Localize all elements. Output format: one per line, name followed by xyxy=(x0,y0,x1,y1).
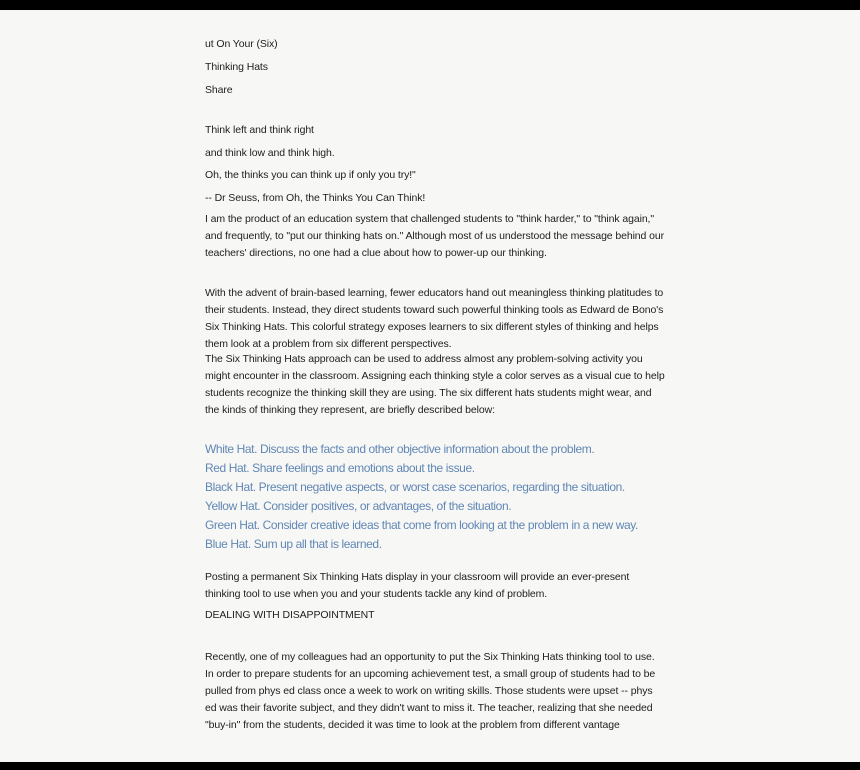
article-title-line-1: ut On Your (Six) xyxy=(205,38,278,50)
paragraph-text: I am the product of an education system that challenged students to "think harder," to "think again," and frequently, to "put our thinking hats on." Although most of us understood the message behind our teachers' directions, no one had a clue about how to power-up our thinking. xyxy=(205,213,664,259)
paragraph-posting xyxy=(205,569,665,603)
article-header xyxy=(205,36,665,105)
paragraph-approach xyxy=(205,351,665,419)
quote-line: and think low and think high. xyxy=(205,146,335,159)
section-heading-disappointment xyxy=(205,607,665,624)
share-link[interactable]: Share xyxy=(205,84,233,96)
seuss-quote xyxy=(205,122,665,212)
hat-item-red: Red Hat. Share feelings and emotions about the issue. xyxy=(205,461,475,475)
hat-item-black: Black Hat. Present negative aspects, or worst case scenarios, regarding the situation. xyxy=(205,480,625,494)
quote-attribution: -- Dr Seuss, from Oh, the Thinks You Can Think! xyxy=(205,191,426,204)
paragraph-text: The Six Thinking Hats approach can be used to address almost any problem-solving activity you might encounter in the classroom. Assigning each thinking style a color serves as a visual cue to help students recognize the thinking skill they are using. The six different hats students might wear, and the kinds of thinking they represent, are briefly described below: xyxy=(205,353,665,416)
section-heading-text: DEALING WITH DISAPPOINTMENT xyxy=(205,609,375,621)
top-letterbox-bar xyxy=(0,0,860,10)
paragraph-text: Recently, one of my colleagues had an opportunity to put the Six Thinking Hats thinking tool to use. In order to prepare students for an upcoming achievement test, a small group of students had to be pulled from phys ed class once a week to work on writing skills. Those students were upset -- phys ed was their favorite subject, and they didn't want to miss it. The teacher, realizing that she needed "buy-in" from the students, decided it was time to look at the problem from different vantage xyxy=(205,651,656,731)
paragraph-advent xyxy=(205,285,665,353)
paragraph-recently xyxy=(205,649,665,734)
quote-line: Think left and think right xyxy=(205,124,314,136)
hat-item-blue: Blue Hat. Sum up all that is learned. xyxy=(205,537,382,551)
hat-item-white: White Hat. Discuss the facts and other objective information about the problem. xyxy=(205,442,595,456)
article-title-line-2: Thinking Hats xyxy=(205,61,268,73)
paragraph-text: With the advent of brain-based learning, fewer educators hand out meaningless thinking platitudes to their students. Instead, they direct students toward such powerful thinking tools as Edward de Bono's Six Thinking Hats. This colorful strategy exposes learners to six different styles of thinking and helps them look at a problem from six different perspectives. xyxy=(205,287,664,350)
hat-item-yellow: Yellow Hat. Consider positives, or advantages, of the situation. xyxy=(205,499,512,513)
six-hats-list xyxy=(205,440,679,554)
paragraph-intro xyxy=(205,211,665,262)
paragraph-text: Posting a permanent Six Thinking Hats display in your classroom will provide an ever-present thinking tool to use when you and your students tackle any kind of problem. xyxy=(205,571,630,600)
quote-line: Oh, the thinks you can think up if only you try!" xyxy=(205,169,416,181)
hat-item-green: Green Hat. Consider creative ideas that come from looking at the problem in a new way. xyxy=(205,518,638,532)
bottom-letterbox-bar xyxy=(0,762,860,770)
